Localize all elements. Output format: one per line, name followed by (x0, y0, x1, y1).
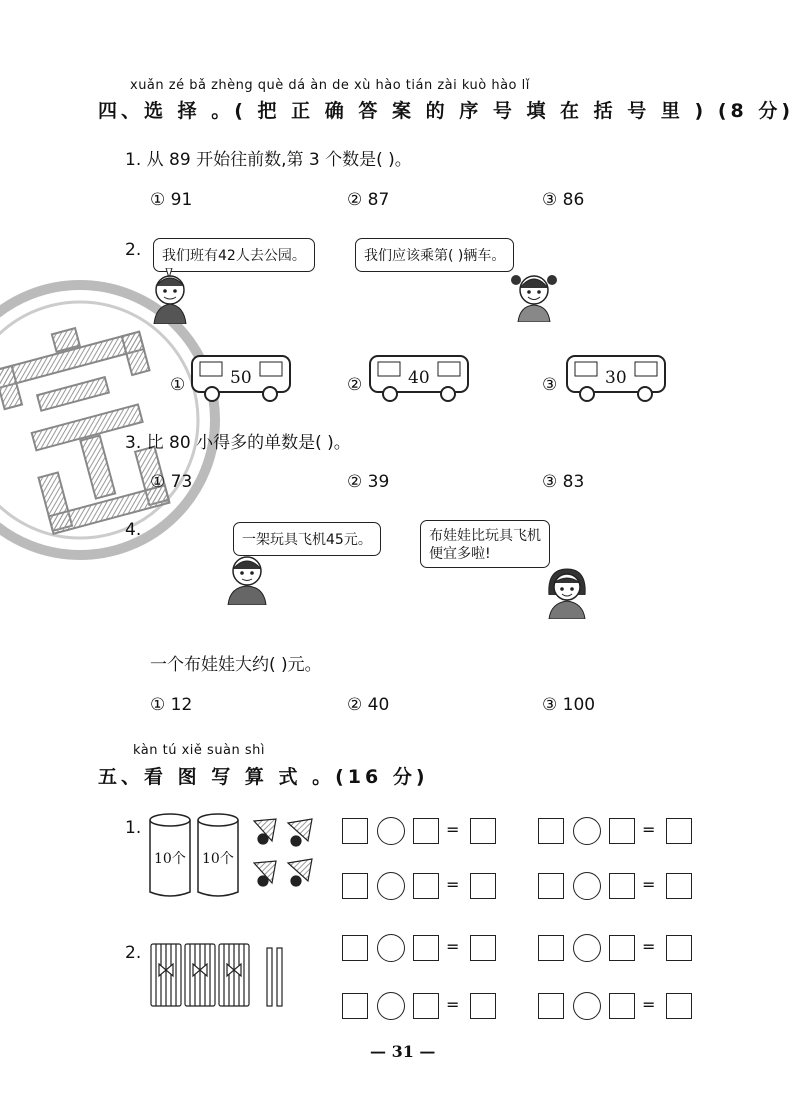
section5-title: 五、看 图 写 算 式 。(16 分) (98, 766, 429, 788)
answer-box[interactable] (538, 993, 564, 1019)
q4-bubble-left-text: 一架玩具飞机45元。 (242, 532, 372, 548)
answer-box[interactable] (413, 818, 439, 844)
answer-box[interactable] (666, 873, 692, 899)
q4-bubble-right-line1: 布娃娃比玩具飞机 (429, 528, 541, 544)
equals-sign: = (446, 875, 460, 894)
answer-box[interactable] (342, 993, 368, 1019)
q4-speech-bubble-left (233, 522, 381, 556)
bus-2 (368, 352, 470, 404)
watermark-stamp (0, 270, 230, 570)
q3-option-3: ③ 83 (542, 472, 585, 492)
stick-bundles-illustration (147, 938, 297, 1010)
q2-bubble-right-text: 我们应该乘第( )辆车。 (364, 248, 506, 264)
q3-option-1: ① 73 (150, 472, 193, 492)
operator-circle[interactable] (377, 817, 405, 845)
operator-circle[interactable] (573, 992, 601, 1020)
answer-box[interactable] (609, 873, 635, 899)
q2-speech-bubble-left (153, 238, 315, 272)
answer-box[interactable] (342, 873, 368, 899)
answer-box[interactable] (666, 818, 692, 844)
equals-sign: = (642, 995, 656, 1014)
operator-circle[interactable] (377, 934, 405, 962)
answer-box[interactable] (470, 993, 496, 1019)
answer-box[interactable] (342, 818, 368, 844)
answer-box[interactable] (413, 935, 439, 961)
q3-text: 3. 比 80 小得多的单数是( )。 (125, 433, 351, 453)
answer-box[interactable] (538, 818, 564, 844)
operator-circle[interactable] (573, 934, 601, 962)
q4-option-2: ② 40 (347, 695, 390, 715)
q2-number: 2. (125, 240, 142, 260)
q3-option-2: ② 39 (347, 472, 390, 492)
bus-3 (565, 352, 667, 404)
section5-pinyin: kàn tú xiě suàn shì (133, 743, 266, 758)
bus-2-number: 40 (408, 368, 430, 388)
equals-sign: = (642, 875, 656, 894)
operator-circle[interactable] (573, 817, 601, 845)
answer-box[interactable] (342, 935, 368, 961)
answer-box[interactable] (609, 818, 635, 844)
girl-illustration (545, 565, 589, 619)
section4-pinyin: xuǎn zé bǎ zhèng què dá àn de xù hào tián zài kuò hào lǐ (130, 78, 530, 93)
q2-speech-bubble-right (355, 238, 514, 272)
equals-sign: = (446, 937, 460, 956)
answer-box[interactable] (609, 993, 635, 1019)
q1-option-3: ③ 86 (542, 190, 585, 210)
q4-option-1: ① 12 (150, 695, 193, 715)
q2-option-mark-1: ① (170, 375, 186, 395)
shuttlecock-icon (250, 815, 322, 897)
tube-1-label: 10个 (154, 851, 186, 867)
q4-option-3: ③ 100 (542, 695, 596, 715)
answer-box[interactable] (413, 873, 439, 899)
answer-box[interactable] (609, 935, 635, 961)
answer-box[interactable] (538, 873, 564, 899)
operator-circle[interactable] (377, 992, 405, 1020)
q2-option-mark-2: ② (347, 375, 363, 395)
answer-box[interactable] (413, 993, 439, 1019)
bus-3-number: 30 (605, 368, 627, 388)
q1-text: 1. 从 89 开始往前数,第 3 个数是( )。 (125, 150, 412, 170)
bus-1 (190, 352, 292, 404)
q1-option-1: ① 91 (150, 190, 193, 210)
answer-box[interactable] (470, 818, 496, 844)
page-number: — 31 — (370, 1042, 436, 1061)
answer-box[interactable] (666, 935, 692, 961)
q1-option-2: ② 87 (347, 190, 390, 210)
q4-prompt: 一个布娃娃大约( )元。 (150, 655, 322, 675)
q4-number: 4. (125, 520, 142, 540)
q4-speech-bubble-right (420, 520, 550, 568)
answer-box[interactable] (470, 935, 496, 961)
bus-1-number: 50 (230, 368, 252, 388)
answer-box[interactable] (470, 873, 496, 899)
q2-bubble-left-text: 我们班有42人去公园。 (162, 248, 306, 264)
equals-sign: = (642, 937, 656, 956)
operator-circle[interactable] (377, 872, 405, 900)
girl-illustration (510, 266, 558, 322)
equals-sign: = (446, 820, 460, 839)
p2-number: 2. (125, 943, 142, 963)
boy-illustration (150, 268, 190, 324)
section4-title: 四、选 择 。( 把 正 确 答 案 的 序 号 填 在 括 号 里 ) (8 分) (98, 100, 795, 122)
operator-circle[interactable] (573, 872, 601, 900)
equals-sign: = (446, 995, 460, 1014)
equals-sign: = (642, 820, 656, 839)
p1-number: 1. (125, 818, 142, 838)
q2-option-mark-3: ③ (542, 375, 558, 395)
q4-bubble-right-line2: 便宜多啦! (429, 546, 491, 562)
tube-2-label: 10个 (202, 851, 234, 867)
answer-box[interactable] (666, 993, 692, 1019)
answer-box[interactable] (538, 935, 564, 961)
boy-illustration (226, 553, 268, 605)
